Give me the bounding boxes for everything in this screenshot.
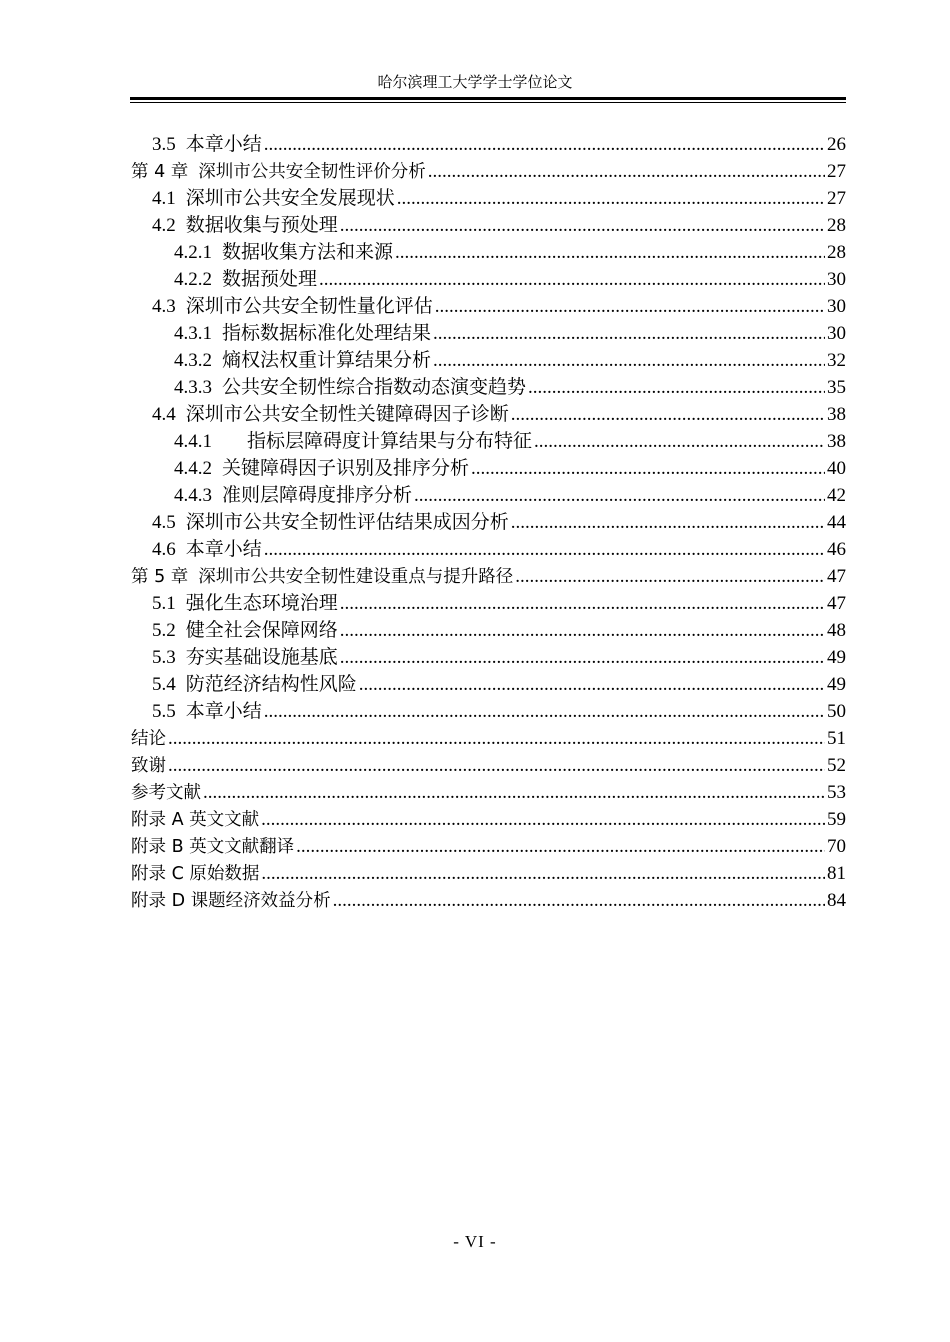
toc-entry-title: 深圳市公共安全韧性建设重点与提升路径 (198, 567, 514, 587)
toc-entry[interactable] (131, 428, 846, 455)
toc-dot-leader (261, 860, 825, 888)
toc-entry[interactable] (131, 455, 846, 482)
toc-entry[interactable] (131, 671, 846, 698)
toc-entry[interactable] (131, 509, 846, 536)
toc-dot-leader (264, 536, 825, 563)
toc-dot-leader (534, 428, 825, 455)
toc-dot-leader (515, 563, 825, 591)
toc-entry-number: 5.5 (152, 701, 176, 722)
toc-entry-title: 数据收集与预处理 (185, 215, 338, 236)
toc-entry-number: 4.3.1 (174, 323, 212, 344)
toc-dot-leader (340, 644, 825, 671)
toc-entry[interactable] (131, 833, 846, 860)
toc-entry[interactable] (131, 212, 846, 239)
toc-entry-title: 熵权法权重计算结果分析 (222, 350, 432, 371)
toc-entry[interactable] (131, 374, 846, 401)
toc-dot-leader (264, 698, 825, 725)
toc-entry-title: 夯实基础设施基底 (185, 647, 338, 668)
toc-entry-page: 27 (827, 161, 846, 182)
toc-entry-title: 附录 C 原始数据 (131, 864, 260, 884)
toc-entry-page: 48 (827, 620, 846, 641)
toc-entry-number: 5.4 (152, 674, 176, 695)
toc-dot-leader (528, 374, 825, 401)
toc-dot-leader (203, 779, 825, 807)
toc-entry-page: 38 (827, 431, 846, 452)
toc-entry-title: 强化生态环境治理 (185, 593, 338, 614)
toc-entry-number: 5.3 (152, 647, 176, 668)
toc-entry-number: 5.1 (152, 593, 176, 614)
toc-entry-page: 35 (827, 377, 846, 398)
toc-entry-page: 52 (827, 755, 846, 776)
toc-entry[interactable] (131, 887, 846, 914)
toc-entry-page: 53 (827, 782, 846, 803)
toc-entry[interactable] (131, 806, 846, 833)
toc-dot-leader (511, 509, 825, 536)
toc-entry-page: 59 (827, 809, 846, 830)
toc-entry-title: 深圳市公共安全发展现状 (185, 188, 395, 209)
toc-entry-page: 26 (827, 134, 846, 155)
toc-dot-leader (340, 617, 825, 644)
toc-dot-leader (435, 293, 825, 320)
toc-entry[interactable] (131, 239, 846, 266)
toc-entry-page: 38 (827, 404, 846, 425)
toc-entry-page: 84 (827, 890, 846, 911)
toc-entry-page: 47 (827, 593, 846, 614)
toc-entry-number: 第 4 章 (131, 162, 189, 182)
toc-entry-page: 49 (827, 674, 846, 695)
toc-entry-title: 附录 B 英文文献翻译 (131, 837, 295, 857)
toc-entry-number: 4.4 (152, 404, 176, 425)
toc-entry-title: 深圳市公共安全韧性评估结果成因分析 (185, 512, 509, 533)
toc-dot-leader (433, 320, 825, 347)
toc-entry[interactable] (131, 131, 846, 158)
toc-entry[interactable] (131, 698, 846, 725)
toc-entry-page: 46 (827, 539, 846, 560)
toc-entry[interactable] (131, 752, 846, 779)
toc-entry-page: 51 (827, 728, 846, 749)
toc-dot-leader (359, 671, 825, 698)
toc-entry-title: 参考文献 (131, 783, 201, 803)
toc-entry[interactable] (131, 644, 846, 671)
toc-entry-title: 指标数据标准化处理结果 (222, 323, 432, 344)
toc-entry-page: 28 (827, 242, 846, 263)
toc-entry[interactable] (131, 401, 846, 428)
toc-entry-page: 28 (827, 215, 846, 236)
toc-entry-number: 4.4.1 (174, 431, 212, 452)
table-of-contents (131, 131, 846, 914)
toc-entry-number: 4.3.3 (174, 377, 212, 398)
toc-entry-page: 70 (827, 836, 846, 857)
toc-entry-page: 30 (827, 296, 846, 317)
toc-dot-leader (428, 158, 825, 186)
toc-entry-title: 数据收集方法和来源 (222, 242, 394, 263)
toc-entry-title: 准则层障碍度排序分析 (222, 485, 413, 506)
toc-entry-title: 指标层障碍度计算结果与分布特征 (247, 431, 533, 452)
toc-dot-leader (395, 239, 825, 266)
toc-entry[interactable] (131, 860, 846, 887)
toc-entry[interactable] (131, 185, 846, 212)
toc-entry-number: 4.3.2 (174, 350, 212, 371)
toc-entry-title: 深圳市公共安全韧性量化评估 (185, 296, 433, 317)
toc-entry-number: 4.6 (152, 539, 176, 560)
toc-entry[interactable] (131, 779, 846, 806)
toc-entry[interactable] (131, 482, 846, 509)
toc-dot-leader (264, 131, 825, 158)
toc-entry-number: 第 5 章 (131, 567, 189, 587)
toc-entry[interactable] (131, 725, 846, 752)
header-rule-thick (130, 97, 846, 100)
toc-entry-number: 4.4.3 (174, 485, 212, 506)
toc-entry-page: 30 (827, 269, 846, 290)
toc-entry[interactable] (131, 158, 846, 185)
toc-entry-page: 42 (827, 485, 846, 506)
toc-dot-leader (340, 212, 825, 239)
toc-entry-title: 结论 (131, 729, 166, 749)
toc-entry-title: 数据预处理 (222, 269, 318, 290)
toc-entry-number: 5.2 (152, 620, 176, 641)
toc-entry-title: 附录 D 课题经济效益分析 (131, 891, 331, 911)
toc-dot-leader (319, 266, 825, 293)
toc-entry[interactable] (131, 347, 846, 374)
toc-entry-page: 40 (827, 458, 846, 479)
toc-entry-title: 关键障碍因子识别及排序分析 (222, 458, 470, 479)
toc-dot-leader (471, 455, 825, 482)
toc-entry-title: 本章小结 (185, 701, 262, 722)
toc-entry-number: 4.1 (152, 188, 176, 209)
toc-entry-title: 健全社会保障网络 (185, 620, 338, 641)
toc-entry-title: 本章小结 (185, 134, 262, 155)
toc-entry-number: 4.2.1 (174, 242, 212, 263)
toc-entry-number: 4.2.2 (174, 269, 212, 290)
toc-entry[interactable] (131, 617, 846, 644)
toc-entry-title: 致谢 (131, 756, 166, 776)
toc-dot-leader (340, 590, 825, 617)
toc-entry[interactable] (131, 563, 846, 590)
toc-entry[interactable] (131, 590, 846, 617)
toc-entry-title: 深圳市公共安全韧性评价分析 (198, 162, 426, 182)
toc-dot-leader (397, 185, 825, 212)
toc-entry-number: 3.5 (152, 134, 176, 155)
header-rule-thin (130, 102, 846, 103)
toc-entry-page: 27 (827, 188, 846, 209)
toc-entry-page: 30 (827, 323, 846, 344)
toc-entry-page: 47 (827, 566, 846, 587)
toc-dot-leader (168, 725, 825, 753)
toc-entry-title: 附录 A 英文文献 (131, 810, 260, 830)
toc-dot-leader (433, 347, 825, 374)
toc-entry-number: 4.3 (152, 296, 176, 317)
toc-entry-page: 50 (827, 701, 846, 722)
toc-dot-leader (168, 752, 825, 780)
toc-entry[interactable] (131, 536, 846, 563)
toc-dot-leader (511, 401, 825, 428)
toc-dot-leader (414, 482, 825, 509)
toc-dot-leader (296, 833, 825, 861)
toc-entry[interactable] (131, 320, 846, 347)
toc-dot-leader (261, 806, 825, 834)
toc-entry-page: 44 (827, 512, 846, 533)
toc-entry[interactable] (131, 266, 846, 293)
toc-entry-title: 公共安全韧性综合指数动态演变趋势 (222, 377, 527, 398)
toc-entry-page: 49 (827, 647, 846, 668)
toc-dot-leader (333, 887, 825, 915)
running-header: 哈尔滨理工大学学士学位论文 (377, 75, 573, 91)
toc-entry[interactable] (131, 293, 846, 320)
toc-entry-page: 81 (827, 863, 846, 884)
toc-entry-number: 4.4.2 (174, 458, 212, 479)
toc-entry-page: 32 (827, 350, 846, 371)
toc-entry-title: 防范经济结构性风险 (185, 674, 357, 695)
toc-entry-number: 4.2 (152, 215, 176, 236)
toc-entry-number: 4.5 (152, 512, 176, 533)
toc-entry-title: 本章小结 (185, 539, 262, 560)
page-number: - VI - (453, 1232, 497, 1251)
toc-entry-title: 深圳市公共安全韧性关键障碍因子诊断 (185, 404, 509, 425)
